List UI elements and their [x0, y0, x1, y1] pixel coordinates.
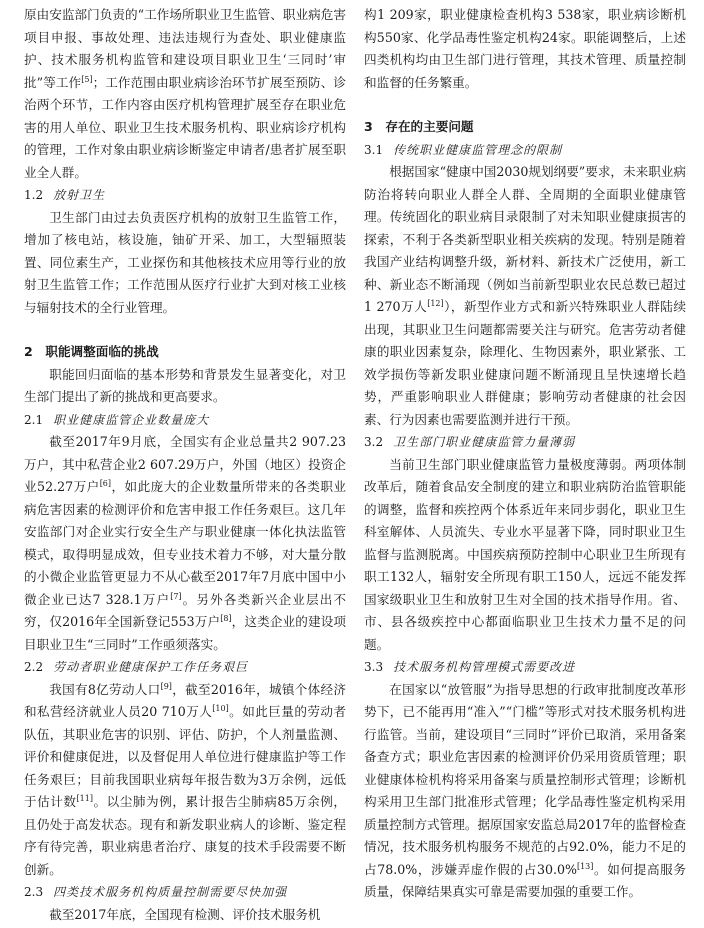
- subsection-heading: 1.2 放射卫生: [24, 188, 106, 202]
- subsection-heading: 2.1 职业健康监管企业数量庞大: [24, 412, 210, 427]
- subsection-heading: 3.2 卫生部门职业健康监管力量薄弱: [364, 435, 576, 449]
- paragraph: 截至2017年底，全国现有检测、评价技术服务机: [49, 906, 321, 922]
- left-column: [24, 4, 346, 926]
- section-heading: 3 存在的主要问题: [364, 119, 474, 134]
- paragraph: 构1 209家，职业健康检查机构3 538家，职业病诊断机构550家、化学品毒性鉴定机构24家。职能调整后，上述四类机构均由卫生部门进行管理，其技术管理、质量控制和监督的任务繁重。: [364, 7, 686, 90]
- paragraph: 卫生部门由过去负责医疗机构的放射卫生监管工作，增加了核电站，核设施，铀矿开采、加工，大型辐照装置、同位素生产，工业探伤和其他核技术应用等行业的放射卫生监管工作；工作范围从医疗行业扩大到对核工业核与辐射技术的全行业管理。: [24, 209, 346, 315]
- section-heading: 2 职能调整面临的挑战: [24, 344, 159, 359]
- paragraph: 截至2017年9月底，全国实有企业总量共2 907.23万户，其中私营企业2 607.29万户，外国（地区）投资企业52.27万户[6]，如此庞大的企业数量所带来的各类职业病危害因素的检测评价和危害申报工作任务艰巨。这几年安监部门对企业实行安全生产与职业健康一体化执法监管模式，取得明显成效，但专业技术着力不够，对大量分散的小微企业监管更显力不从心截至2017年7月底中国中小微企业已达7 328.1万户[7]。另外各类新兴企业层出不穷，仅2016年全国新登记553万户[8]，这类企业的建设项目职业卫生“三同时”工作亟须落实。: [24, 434, 347, 652]
- paragraph: 当前卫生部门职业健康监管力量极度薄弱。两项体制改革后，随着食品安全制度的建立和职业病防治监管职能的调整，监督和疾控两个体系近年来同步弱化，职业卫生科室解体、人员流失、专业水平显著下降，同时职业卫生监督与监测脱离。中国疾病预防控制中心职业卫生所现有职工132人，辐射安全所现有职工150人，远远不能发挥国家级职业卫生和放射卫生对全国的技术指导作用。省、市、县各级疾控中心都面临职业卫生技术力量不足的问题。: [364, 456, 686, 652]
- paragraph: 在国家以“放管服”为指导思想的行政审批制度改革形势下，已不能再用“准入”“门槛”等形式对技术服务机构进行监管。当前，建设项目“三同时”评价已取消，采用备案备查方式；职业危害因素的检测评价仍采用资质管理；职业健康体检机构将采用备案与质量控制形式管理；诊断机构采用卫生部门批准形式管理；化学品毒性鉴定机构采用质量控制方式管理。据原国家安监总局2017年的监督检查情况，技术服务机构服务不规范的占92.0%，能力不足的占78.0%，涉嫌弄虚作假的占30.0%[13]。如何提高服务质量，保障结果真实可靠是需要加强的重要工作。: [364, 681, 687, 899]
- paragraph: 我国有8亿劳动人口[9]，截至2016年，城镇个体经济和私营经济就业人员20 710万人[10]。如此巨量的劳动者队伍，其职业危害的识别、评估、防护，个人剂量监测、评价和健康促进，以及督促用人单位进行健康监护等工作任务艰巨；目前我国职业病每年报告数为3万余例，远低于估计数[11]。以尘肺为例，累计报告尘肺病85万余例，且仍处于高发状态。现有和新发职业病人的诊断、鉴定程序有待完善，职业病患者治疗、康复的技术手段需要不断创新。: [24, 681, 346, 877]
- paragraph: 职能回归面临的基本形势和背景发生显著变化，对卫生部门提出了新的挑战和更高要求。: [24, 366, 346, 404]
- subsection-heading: 2.3 四类技术服务机构质量控制需要尽快加强: [24, 885, 288, 899]
- subsection-heading: 3.1 传统职业健康监管理念的限制: [364, 142, 563, 157]
- paragraph: 原由安监部门负责的“工作场所职业卫生监管、职业病危害项目申报、事故处理、违法违规行为查处、职业健康监护、技术服务机构监管和建设项目职业卫生‘三同时’审批”等工作[5]；工作范围由职业病诊治环节扩展至预防、诊治两个环节，工作内容由医疗机构管理扩展至存在职业危害的用人单位、职业卫生技术服务机构、职业病诊疗机构的管理，工作对象由职业病诊断鉴定申请者/患者扩展至职业全人群。: [24, 7, 346, 180]
- subsection-heading: 3.3 技术服务机构管理模式需要改进: [364, 660, 576, 674]
- paragraph: 根据国家“健康中国2030规划纲要”要求，未来职业病防治将转向职业人群全人群、全周期的全面职业健康管理。传统固化的职业病目录限制了对未知职业健康损害的探索，不利于各类新型职业相关疾病的发现。特别是随着我国产业结构调整升级，新材料、新技术广泛使用，新工种、新业态不断涌现（例如当前新型职业农民总数已超过1 270万人[12]），新型作业方式和新兴特殊职业人群陆续出现，其职业卫生问题都需要关注与研究。危害劳动者健康的职业因素复杂，除理化、生物因素外，职业紧张、工效学损伤等新发职业健康问题不断涌现且呈快速增长趋势，严重影响职业人群健康；影响劳动者健康的社会因素、行为因素也需要监测并进行干预。: [364, 164, 686, 427]
- subsection-heading: 2.2 劳动者职业健康保护工作任务艰巨: [24, 660, 249, 674]
- right-column: [364, 4, 686, 904]
